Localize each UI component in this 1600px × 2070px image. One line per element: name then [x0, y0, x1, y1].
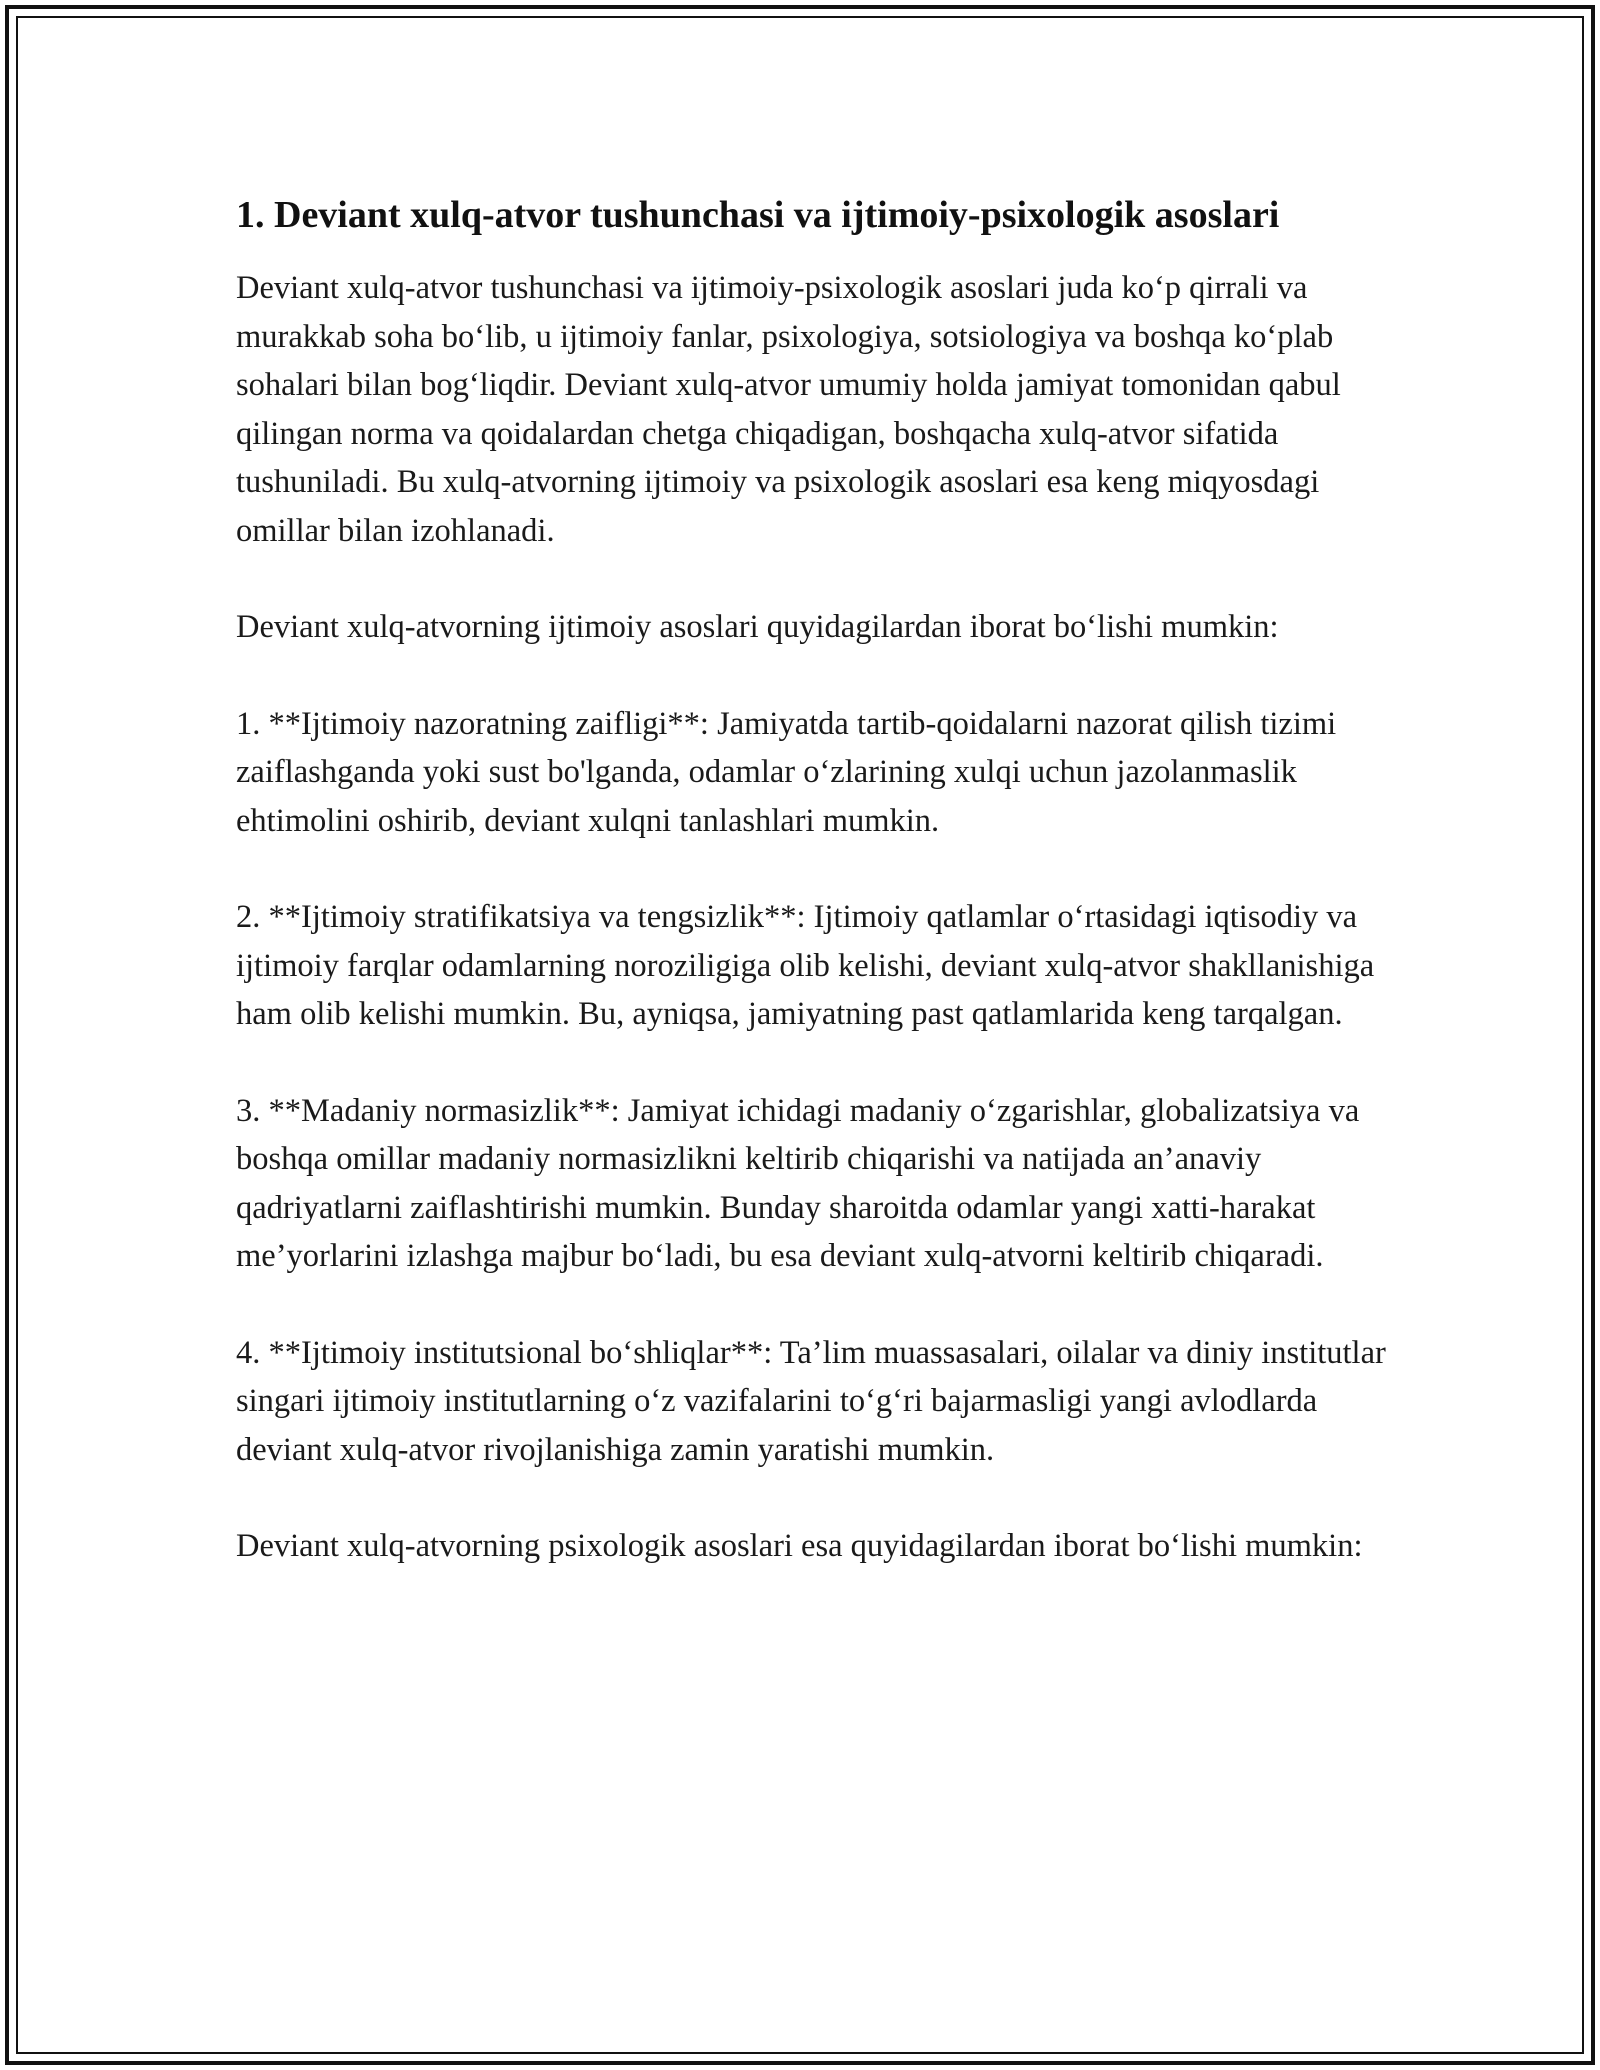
section-heading: 1. Deviant xulq-atvor tushunchasi va ijtimoiy-psixologik asoslari [236, 194, 1280, 236]
paragraph-social-lead: Deviant xulq-atvorning ijtimoiy asoslari quyidagilardan iborat bo‘lishi mumkin: [236, 609, 1279, 645]
paragraph-item-3: 3. **Madaniy normasizlik**: Jamiyat ichidagi madaniy o‘zgarishlar, globalizatsiya va boshqa omillar madaniy normasizlikni keltirib chiqarishi va natijada an’anaviy qadriyatlarni zaiflashtirishi mumkin. Bunday sharoitda odamlar yangi xatti-harakat me’yorlarini izlashga majbur bo‘ladi, bu esa deviant xulq-atvorni keltirib chiqaradi. [236, 1092, 1360, 1274]
paragraph-item-2: 2. **Ijtimoiy stratifikatsiya va tengsizlik**: Ijtimoiy qatlamlar o‘rtasidagi iqtisodiy va ijtimoiy farqlar odamlarning noroziligiga olib kelishi, deviant xulq-atvor shakllanishiga ham olib kelishi mumkin. Bu, ayniqsa, jamiyatning past qatlamlarida keng tarqalgan. [236, 899, 1375, 1032]
paragraph-item-4: 4. **Ijtimoiy institutsional bo‘shliqlar**: Ta’lim muassasalari, oilalar va diniy institutlar singari ijtimoiy institutlarning o‘z vazifalarini to‘g‘ri bajarmasligi yangi avlodlarda deviant xulq-atvor rivojlanishiga zamin yaratishi mumkin. [236, 1334, 1386, 1468]
paragraph-intro: Deviant xulq-atvor tushunchasi va ijtimoiy-psixologik asoslari juda ko‘p qirrali va murakkab soha bo‘lib, u ijtimoiy fanlar, psixologiya, sotsiologiya va boshqa ko‘plab sohalari bilan bog‘liqdir. Deviant xulq-atvor umumiy holda jamiyat tomonidan qabul qilingan norma va qoidalardan chetga chiqadigan, boshqacha xulq-atvor sifatida tushuniladi. Bu xulq-atvorning ijtimoiy va psixologik asoslari esa keng miqyosdagi omillar bilan izohlanadi. [236, 270, 1341, 549]
paragraph-psych-lead: Deviant xulq-atvorning psixologik asoslari esa quyidagilardan iborat bo‘lishi mumkin: [236, 1528, 1363, 1564]
document-body [236, 188, 1386, 1619]
paragraph-item-1: 1. **Ijtimoiy nazoratning zaifligi**: Jamiyatda tartib-qoidalarni nazorat qilish tizimi zaiflashganda yoki sust bo'lganda, odamlar o‘zlarining xulqi uchun jazolanmaslik ehtimolini oshirib, deviant xulqni tanlashlari mumkin. [236, 705, 1337, 839]
